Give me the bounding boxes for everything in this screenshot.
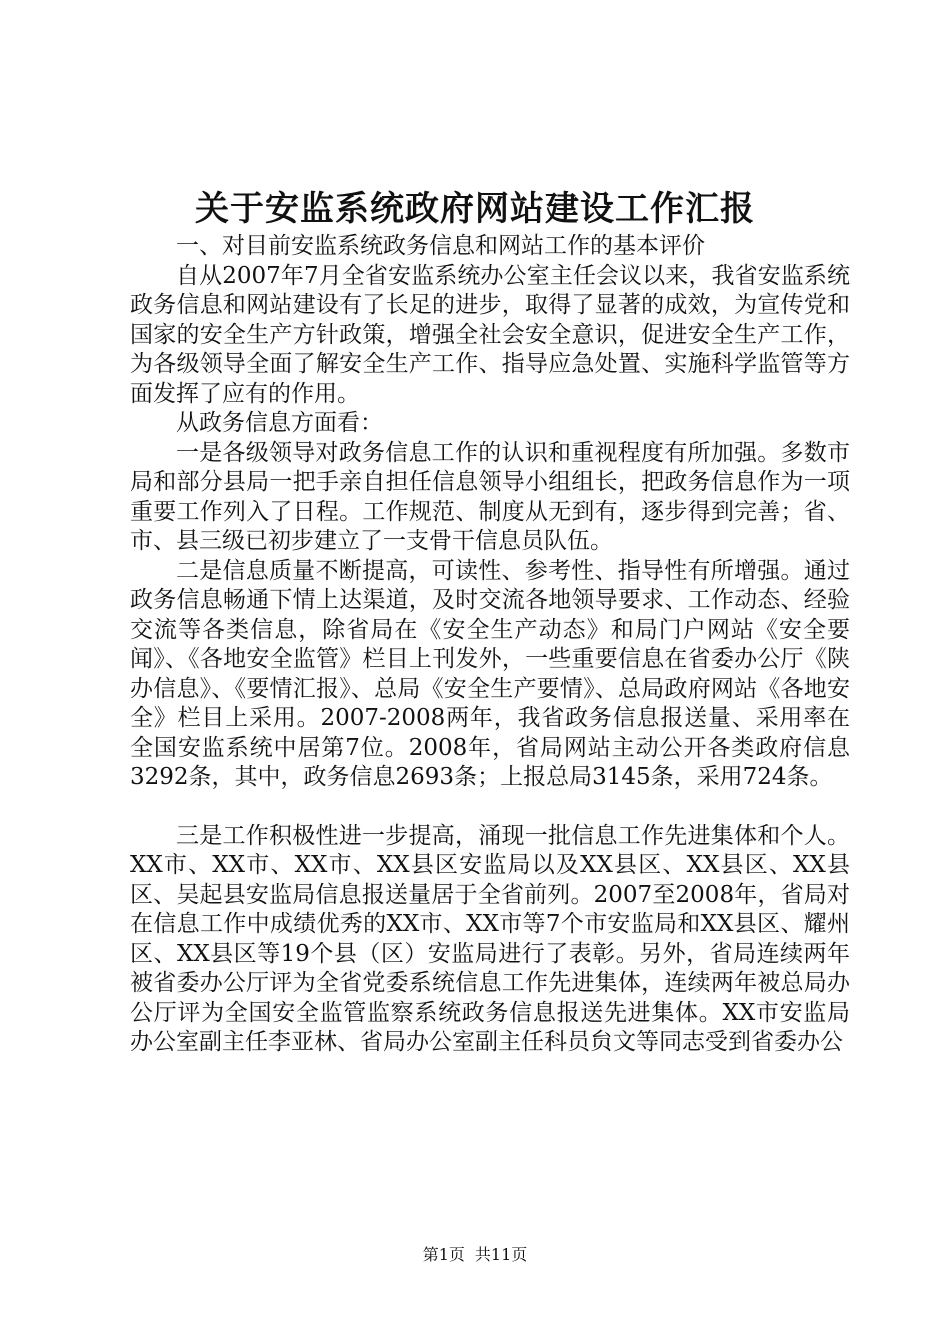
document-body xyxy=(130,232,850,1058)
page-number: 第1页 xyxy=(422,1245,465,1264)
paragraph-point-1: 一是各级领导对政务信息工作的认识和重视程度有所加强。多数市局和部分县局一把手亲自担任信息领导小组组长，把政务信息作为一项重要工作列入了日程。工作规范、制度从无到有，逐步得到完善；省、市、县三级已初步建立了一支骨干信息员队伍。 xyxy=(130,439,850,554)
document-title: 关于安监系统政府网站建设工作汇报 xyxy=(195,189,755,229)
section-heading: 一、对目前安监系统政务信息和网站工作的基本评价 xyxy=(176,233,705,259)
paragraph-point-3: 三是工作积极性进一步提高，涌现一批信息工作先进集体和个人。XX市、XX市、XX市、XX县区安监局以及XX县区、XX县区、XX县区、吴起县安监局信息报送量居于全省前列。2007至2008年，省局对在信息工作中成绩优秀的XX市、XX市等7个市安监局和XX县区、耀州区、XX县区等19个县（区）安监局进行了表彰。另外，省局连续两年被省委办公厅评为全省党委系统信息工作先进集体，连续两年被总局办公厅评为全国安全监管监察系统政务信息报送先进集体。XX市安监局办公室副主任李亚林、省局办公室副主任科员贠文等同志受到省委办公 xyxy=(130,822,850,1055)
paragraph-intro: 自从2007年7月全省安监系统办公室主任会议以来，我省安监系统政务信息和网站建设有了长足的进步，取得了显著的成效，为宣传党和国家的安全生产方针政策，增强全社会安全意识，促进安全生产工作，为各级领导全面了解安全生产工作、指导应急处置、实施科学监管等方面发挥了应有的作用。 xyxy=(130,262,850,407)
page-total: 共11页 xyxy=(474,1245,528,1264)
paragraph-point-2: 二是信息质量不断提高，可读性、参考性、指导性有所增强。通过政务信息畅通下情上达渠道，及时交流各地领导要求、工作动态、经验交流等各类信息，除省局在《安全生产动态》和局门户网站《安全要闻》、《各地安全监管》栏目上刊发外，一些重要信息在省委办公厅《陕办信息》、《要情汇报》、总局《安全生产要情》、总局政府网站《各地安全》栏目上采用。2007-2008两年，我省政务信息报送量、采用率在全国安监系统中居第7位。2008年，省局网站主动公开各类政府信息3292条，其中，政务信息2693条；上报总局3145条，采用724条。 xyxy=(130,557,850,790)
page-footer xyxy=(0,1244,950,1266)
paragraph-subheading: 从政务信息方面看： xyxy=(176,410,383,436)
